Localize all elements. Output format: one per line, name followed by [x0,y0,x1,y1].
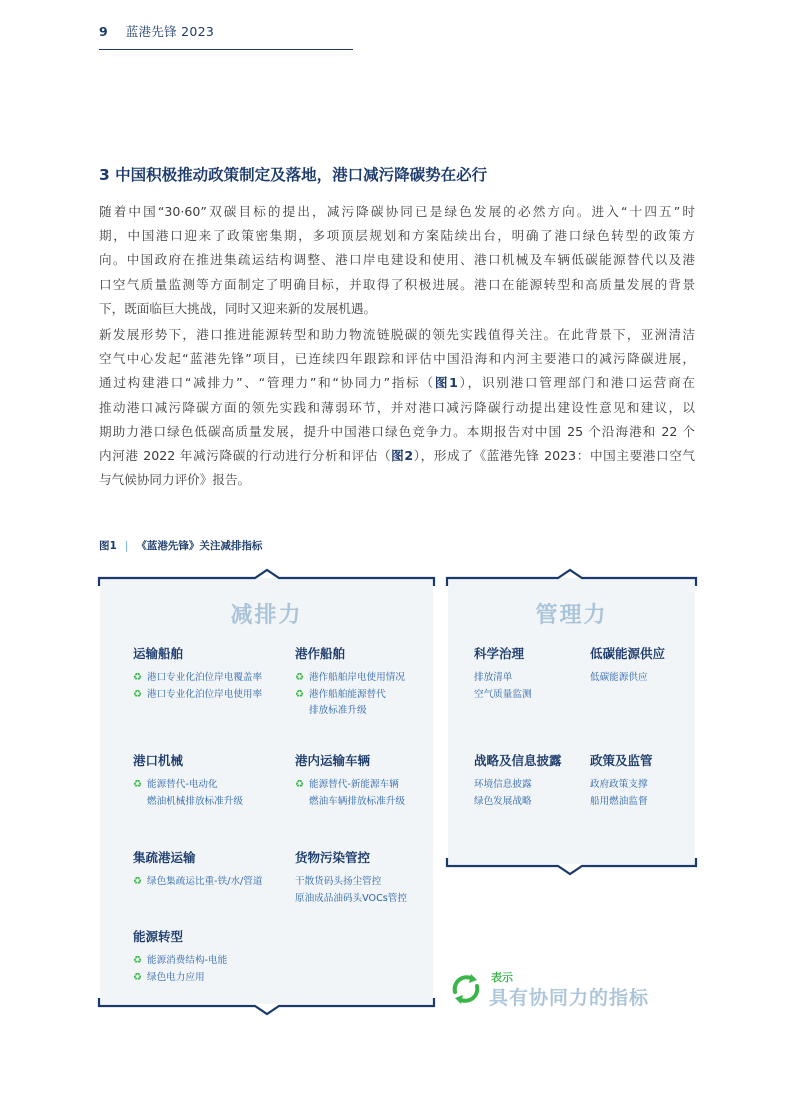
indicator-text: 港口专业化泊位岸电覆盖率 [147,672,263,683]
emission-reduction-panel [100,578,433,1004]
indicator-item [295,794,405,811]
paragraph-line: 口空气质量监测等方面制定了明确目标，并取得了积极进展。港口在能源转型和高质量发展的背景 [99,276,695,292]
indicator-item [133,687,262,704]
figure-label: 图1 [99,540,117,552]
caption-separator: | [124,540,129,552]
indicator-text: 空气质量监测 [474,688,532,700]
indicator-text: 港口专业化泊位岸电使用率 [147,688,263,700]
indicator-item [590,794,653,811]
paragraph-line: 期助力港口绿色低碳高质量发展，提升中国港口绿色竞争力。本期报告对中国 25 个沿海港和 22 个 [99,423,695,439]
indicator-text: 港作船舶能源替代 [309,688,386,700]
indicator-category [590,644,665,687]
figure-ref-2: 图2 [391,448,414,464]
paragraph-line: 空气中心发起“蓝港先锋”项目，已连续四年跟踪和评估中国沿海和内河主要港口的减污降碳进展， [99,351,695,367]
indicator-text: 绿色电力应用 [147,971,205,983]
paragraph-line: 随着中国“30·60”双碳目标的提出，减污降碳协同已是绿色发展的必然方向。进入“十四五”时 [99,204,695,219]
category-title: 能源转型 [133,929,184,944]
paragraph-line: 内河港 2022 年减污降碳的行动进行分析和评估（图2），形成了《蓝港先锋 2023：中国主要港口空气 [99,448,695,464]
indicator-category [133,644,262,703]
page-header [99,22,214,40]
indicator-category [133,848,262,891]
indicator-text: 低碳能源供应 [590,672,648,683]
indicator-item [295,777,405,794]
report-title: 蓝港先锋 2023 [125,24,215,39]
category-title: 港口机械 [133,753,184,768]
indicator-text: 港作船舶岸电使用情况 [309,672,405,683]
legend-text: 具有协同力的指标 [489,987,650,1009]
paragraph-line: 推动港口减污降碳方面的领先实践和薄弱环节，并对港口减污降碳行动提出建设性意见和建议，以 [99,399,695,415]
indicator-item [133,794,243,811]
indicator-text: 排放清单 [474,672,513,683]
indicator-item [295,891,407,908]
indicator-text: 燃油车辆排放标准升级 [309,795,405,807]
synergy-cycle-icon: ♻ [133,955,142,966]
page-number: 9 [99,24,108,39]
synergy-cycle-icon: ♻ [295,672,304,683]
header-divider [99,49,353,50]
indicator-item [133,970,227,987]
indicator-item [590,777,653,794]
indicator-item [474,777,562,794]
figure-caption [99,538,262,553]
indicator-text: 环境信息披露 [474,779,532,790]
synergy-cycle-icon: ♻ [133,779,142,790]
category-title: 货物污染管控 [295,850,371,865]
paragraph-line: 下，既面临巨大挑战，同时又迎来新的发展机遇。 [99,300,377,316]
indicator-text: 船用燃油监督 [590,795,648,807]
paragraph-line: 与气候协同力评价》报告。 [99,472,251,488]
synergy-cycle-icon: ♻ [295,688,304,700]
legend-small-text: 表示 [491,971,513,984]
indicator-category [133,751,243,810]
indicator-category [133,927,227,986]
indicator-item [133,953,227,970]
indicator-item [295,670,405,687]
paragraph-line: 期，中国港口迎来了政策密集期，多项顶层规划和方案陆续出台，明确了港口绿色转型的政策方 [99,228,695,244]
paragraph-line: 向。中国政府在推进集疏运结构调整、港口岸电建设和使用、港口机械及车辆低碳能源替代以及港 [99,252,695,268]
indicator-item [295,874,407,891]
indicator-item [474,794,562,811]
category-title: 科学治理 [474,646,525,661]
synergy-cycle-icon [449,972,483,1006]
indicator-category [474,751,562,810]
indicator-text: 原油成品油码头VOCs管控 [295,892,407,904]
indicator-text: 能源替代-新能源车辆 [309,779,399,790]
paragraph-line: 通过构建港口“减排力”、“管理力”和“协同力”指标（图1），识别港口管理部门和港口运营商在 [99,375,696,391]
category-title: 低碳能源供应 [590,646,666,661]
indicator-text: 排放标准升级 [309,705,367,716]
indicator-text: 能源消费结构-电能 [147,955,228,966]
synergy-cycle-icon: ♻ [133,971,142,983]
figure-ref-1: 图1 [434,375,458,391]
synergy-cycle-icon: ♻ [295,779,304,790]
indicator-item [133,670,262,687]
indicator-category [590,751,653,810]
synergy-cycle-icon: ♻ [133,688,142,700]
category-title: 港作船舶 [295,646,346,661]
indicator-text: 能源替代-电动化 [147,779,218,790]
indicator-item [474,670,532,687]
indicator-category [295,644,405,720]
figure-caption-text: 《蓝港先锋》关注减排指标 [136,540,263,552]
category-title: 集疏港运输 [133,850,196,865]
panel-title-emission: 减排力 [230,603,303,628]
category-title: 港内运输车辆 [295,753,371,768]
indicator-category [295,751,405,810]
category-title: 战略及信息披露 [474,753,562,768]
indicator-item [295,687,405,704]
indicator-category [474,644,532,703]
paragraph-2 [99,323,695,492]
management-panel [448,578,695,864]
category-title: 运输船舶 [133,646,184,661]
indicator-item [474,687,532,704]
paragraph-1 [99,200,695,321]
indicator-text: 燃油机械排放标准升级 [147,795,243,807]
paragraph-line: 新发展形势下，港口推进能源转型和助力物流链脱碳的领先实践值得关注。在此背景下，亚洲清洁 [99,327,695,342]
indicator-text: 绿色发展战略 [474,795,532,807]
indicator-item [590,670,665,687]
indicator-item [295,703,405,720]
panel-title-management: 管理力 [535,603,608,628]
indicator-text: 绿色集疏运比重-铁/水/管道 [147,876,263,887]
indicator-text: 政府政策支撑 [590,779,648,790]
indicator-text: 干散货码头扬尘管控 [295,876,382,887]
indicator-item [133,874,262,891]
synergy-cycle-icon: ♻ [133,876,142,887]
indicator-category [295,848,407,907]
section-title: 3 中国积极推动政策制定及落地，港口减污降碳势在必行 [99,166,488,184]
category-title: 政策及监管 [590,753,653,768]
indicator-item [133,777,243,794]
synergy-cycle-icon: ♻ [133,672,142,683]
